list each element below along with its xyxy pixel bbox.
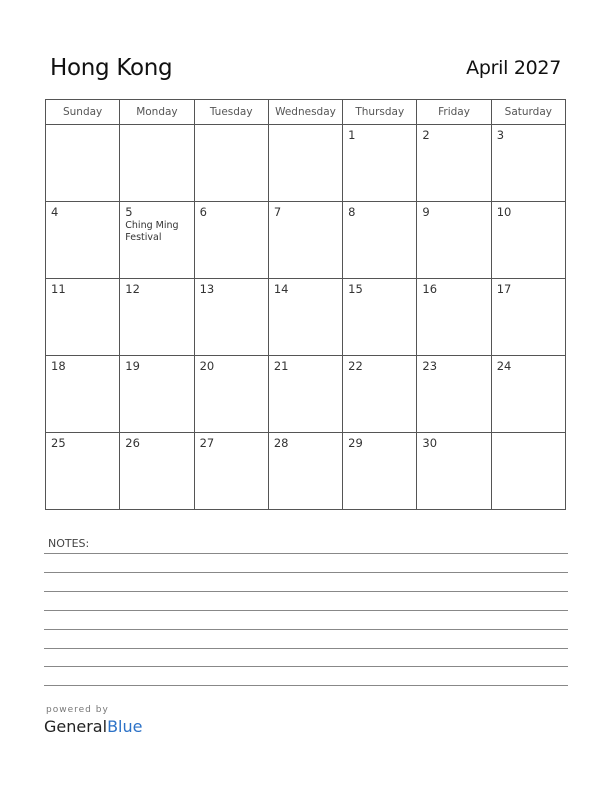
weekday-monday: Monday: [120, 100, 194, 125]
day-cell[interactable]: [194, 279, 268, 356]
day-cell[interactable]: [343, 202, 417, 279]
day-number: 9: [422, 205, 430, 219]
week-row: [46, 279, 566, 356]
day-number: 25: [51, 436, 66, 450]
day-cell[interactable]: [491, 202, 565, 279]
note-line: [44, 610, 568, 611]
day-cell[interactable]: [343, 125, 417, 202]
day-number: 4: [51, 205, 59, 219]
week-row: [46, 125, 566, 202]
day-number: 5: [125, 205, 133, 219]
day-cell[interactable]: [343, 279, 417, 356]
note-line: [44, 666, 568, 667]
day-number: 16: [422, 282, 438, 296]
month-year-title: April 2027: [466, 57, 561, 79]
day-number: 14: [273, 282, 289, 296]
day-number: 13: [199, 282, 215, 296]
weekday-header-row: [46, 100, 566, 125]
day-cell[interactable]: [343, 356, 417, 433]
brand-blue-text: Blue: [107, 717, 143, 736]
day-number: 11: [51, 282, 66, 296]
week-row: [46, 433, 566, 510]
day-number: 17: [496, 282, 512, 296]
day-cell[interactable]: [120, 279, 194, 356]
day-number: 2: [422, 128, 430, 142]
day-cell[interactable]: [268, 125, 342, 202]
day-number: 26: [125, 436, 140, 450]
note-line: [44, 553, 568, 554]
weekday-saturday: Saturday: [491, 100, 565, 125]
day-cell[interactable]: [268, 279, 342, 356]
day-cell[interactable]: [120, 202, 194, 279]
day-cell[interactable]: [417, 202, 491, 279]
powered-by-label: powered by: [46, 705, 109, 715]
note-line: [44, 629, 568, 630]
day-number: 20: [199, 359, 215, 373]
day-cell[interactable]: [417, 433, 491, 510]
day-cell[interactable]: [46, 279, 120, 356]
day-cell[interactable]: [46, 356, 120, 433]
day-cell[interactable]: [194, 356, 268, 433]
holiday-label: Ching Ming Festival: [125, 220, 179, 243]
day-cell[interactable]: [491, 279, 565, 356]
day-cell[interactable]: [268, 433, 342, 510]
weekday-sunday: Sunday: [46, 100, 120, 125]
day-cell[interactable]: [194, 202, 268, 279]
day-cell[interactable]: [194, 433, 268, 510]
week-row: [46, 202, 566, 279]
day-cell[interactable]: [46, 202, 120, 279]
day-number: 8: [348, 205, 356, 219]
day-cell[interactable]: [417, 125, 491, 202]
calendar-body: [46, 125, 566, 510]
day-number: 23: [422, 359, 438, 373]
day-number: 22: [348, 359, 363, 373]
region-title: Hong Kong: [50, 55, 173, 81]
day-number: 1: [348, 128, 356, 142]
notes-label: NOTES:: [48, 537, 90, 550]
note-line: [44, 685, 568, 686]
day-number: 24: [496, 359, 512, 373]
weekday-tuesday: Tuesday: [194, 100, 268, 125]
day-cell[interactable]: [46, 125, 120, 202]
day-number: 12: [125, 282, 140, 296]
day-cell[interactable]: [417, 356, 491, 433]
day-cell[interactable]: [120, 433, 194, 510]
note-line: [44, 572, 568, 573]
day-number: 29: [348, 436, 363, 450]
day-number: 30: [422, 436, 438, 450]
day-cell[interactable]: [343, 433, 417, 510]
weekday-wednesday: Wednesday: [268, 100, 342, 125]
brand-general-text: General: [44, 717, 108, 736]
day-cell[interactable]: [268, 356, 342, 433]
day-cell[interactable]: [194, 125, 268, 202]
note-line: [44, 591, 568, 592]
weekday-thursday: Thursday: [343, 100, 417, 125]
day-number: 10: [496, 205, 512, 219]
day-cell[interactable]: [491, 125, 565, 202]
generalblue-logo: [44, 717, 142, 736]
day-cell[interactable]: [120, 356, 194, 433]
note-line: [44, 648, 568, 649]
day-number: 7: [273, 205, 282, 219]
day-cell[interactable]: [417, 279, 491, 356]
day-number: 27: [199, 436, 215, 450]
day-cell[interactable]: [491, 433, 565, 510]
day-cell[interactable]: [120, 125, 194, 202]
day-number: 6: [199, 205, 207, 219]
day-number: 15: [348, 282, 363, 296]
day-cell[interactable]: [491, 356, 565, 433]
day-cell[interactable]: [46, 433, 120, 510]
calendar-grid: [45, 99, 566, 510]
day-number: 18: [51, 359, 66, 373]
weekday-friday: Friday: [417, 100, 491, 125]
day-number: 28: [273, 436, 289, 450]
day-number: 21: [273, 359, 289, 373]
day-cell[interactable]: [268, 202, 342, 279]
day-number: 3: [496, 128, 505, 142]
week-row: [46, 356, 566, 433]
day-number: 19: [125, 359, 140, 373]
